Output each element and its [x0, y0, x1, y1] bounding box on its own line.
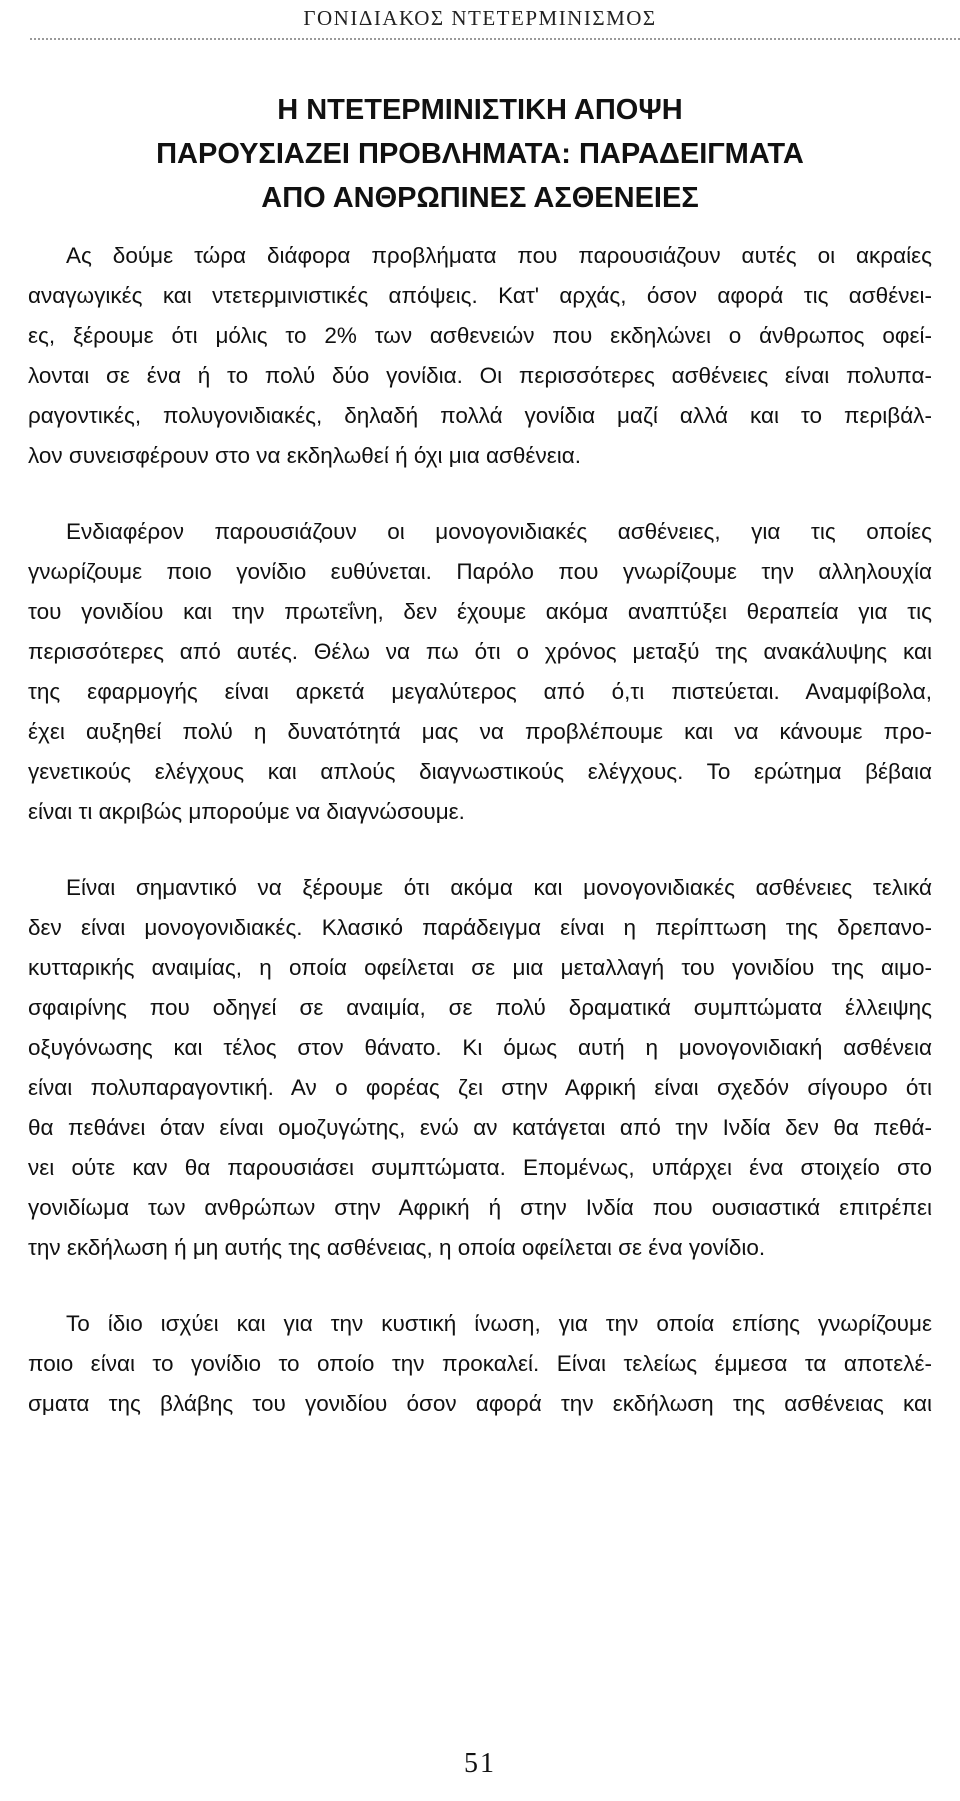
text-line: γνωρίζουμε ποιο γονίδιο ευθύνεται. Παρόλο που γνωρίζουμε την αλληλουχία	[28, 559, 932, 584]
chapter-title	[0, 88, 960, 220]
text-line: νει ούτε καν θα παρουσιάσει συμπτώματα. Επομένως, υπάρχει ένα στοιχείο στο	[28, 1155, 932, 1180]
header-divider	[30, 38, 960, 40]
text-line: κυτταρικής αναιμίας, η οποία οφείλεται σε μια μεταλλαγή του γονιδίου της αιμο-	[28, 955, 932, 980]
text-line: σφαιρίνης που οδηγεί σε αναιμία, σε πολύ δραματικά συμπτώματα έλλειψης	[28, 995, 932, 1020]
text-line: Είναι σημαντικό να ξέρουμε ότι ακόμα και μονογονιδιακές ασθένειες τελικά	[66, 875, 932, 900]
text-line: του γονιδίου και την πρωτεΐνη, δεν έχουμε ακόμα αναπτύξει θεραπεία για τις	[28, 599, 932, 624]
text-line: γενετικούς ελέγχους και απλούς διαγνωστικούς ελέγχους. Το ερώτημα βέβαια	[28, 759, 932, 784]
text-line: σματα της βλάβης του γονιδίου όσον αφορά την εκδήλωση της ασθένειας και	[28, 1391, 932, 1416]
text-line: λονται σε ένα ή το πολύ δύο γονίδια. Οι περισσότερες ασθένειες είναι πολυπα-	[28, 363, 932, 388]
text-line: είναι πολυπαραγοντική. Αν ο φορέας ζει στην Αφρική είναι σχεδόν σίγουρο ότι	[28, 1075, 932, 1100]
text-line: περισσότερες από αυτές. Θέλω να πω ότι ο χρόνος μεταξύ της ανακάλυψης και	[28, 639, 932, 664]
running-header: ΓΟΝΙΔΙΑΚΟΣ ΝΤΕΤΕΡΜΙΝΙΣΜΟΣ	[303, 6, 657, 30]
text-line: Ας δούμε τώρα διάφορα προβλήματα που παρουσιάζουν αυτές οι ακραίες	[66, 243, 932, 268]
page-number: 51	[464, 1748, 496, 1779]
text-line: έχει αυξηθεί πολύ η δυνατότητά μας να προβλέπουμε και να κάνουμε προ-	[28, 719, 932, 744]
text-line: Το ίδιο ισχύει και για την κυστική ίνωση, για την οποία επίσης γνωρίζουμε	[66, 1311, 932, 1336]
text-line: λον συνεισφέρουν στο να εκδηλωθεί ή όχι μια ασθένεια.	[28, 443, 581, 468]
chapter-title-line: Η ΝΤΕΤΕΡΜΙΝΙΣΤΙΚΗ ΑΠΟΨΗ	[277, 94, 683, 126]
text-line: γονιδίωμα των ανθρώπων στην Αφρική ή στην Ινδία που ουσιαστικά επιτρέπει	[28, 1195, 932, 1220]
text-line: δεν είναι μονογονιδιακές. Κλασικό παράδειγμα είναι η περίπτωση της δρεπανο-	[28, 915, 932, 940]
text-line: είναι τι ακριβώς μπορούμε να διαγνώσουμε.	[28, 799, 465, 824]
text-line: οξυγόνωσης και τέλος στον θάνατο. Κι όμως αυτή η μονογονιδιακή ασθένεια	[28, 1035, 932, 1060]
text-line: ες, ξέρουμε ότι μόλις το 2% των ασθενειών που εκδηλώνει ο άνθρωπος οφεί-	[28, 323, 932, 348]
text-line: την εκδήλωση ή μη αυτής της ασθένειας, η οποία οφείλεται σε ένα γονίδιο.	[28, 1235, 766, 1260]
chapter-title-line: ΑΠΟ ΑΝΘΡΩΠΙΝΕΣ ΑΣΘΕΝΕΙΕΣ	[261, 182, 699, 214]
text-line: ποιο είναι το γονίδιο το οποίο την προκαλεί. Είναι τελείως έμμεσα τα αποτελέ-	[28, 1351, 932, 1376]
text-line: αναγωγικές και ντετερμινιστικές απόψεις. Κατ' αρχάς, όσον αφορά τις ασθένει-	[28, 283, 932, 308]
chapter-title-line: ΠΑΡΟΥΣΙΑΖΕΙ ΠΡΟΒΛΗΜΑΤΑ: ΠΑΡΑΔΕΙΓΜΑΤΑ	[156, 138, 804, 170]
text-line: Ενδιαφέρον παρουσιάζουν οι μονογονιδιακές ασθένειες, για τις οποίες	[66, 519, 932, 544]
text-line: ραγοντικές, πολυγονιδιακές, δηλαδή πολλά γονίδια μαζί αλλά και το περιβάλ-	[28, 403, 932, 428]
text-line: της εφαρμογής είναι αρκετά μεγαλύτερος από ό,τι πιστεύεται. Αναμφίβολα,	[28, 679, 932, 704]
text-line: θα πεθάνει όταν είναι ομοζυγώτης, ενώ αν κατάγεται από την Ινδία δεν θα πεθά-	[28, 1115, 932, 1140]
